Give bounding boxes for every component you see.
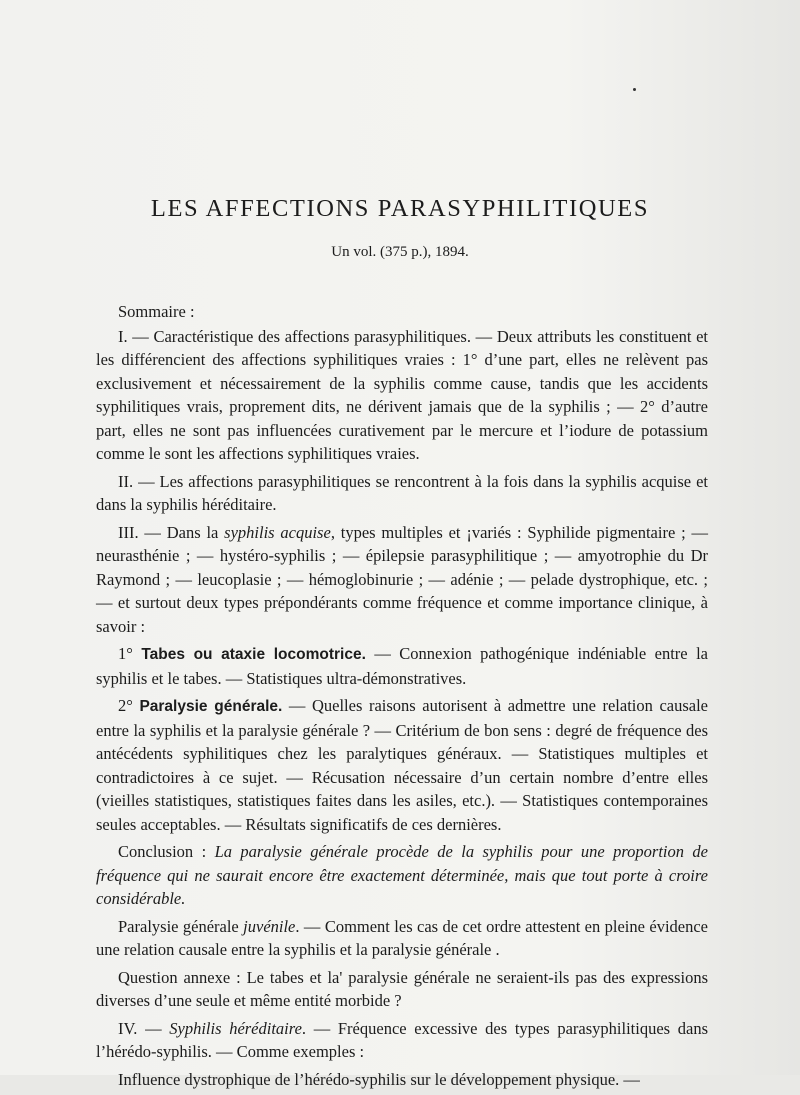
paragraph-question: Question annexe : Le tabes et la' paralysie générale ne seraient-ils pas des expressions diverses d’une seule et même entité morbide ?	[96, 967, 708, 1010]
p3-rest: , types multiples et ¡variés : Syphilide pigmentaire ; — neurasthénie ; — hystéro-syphilis ; — épilepsie parasyphilitique ; — amyotrophie du Dr Raymond ; — leucoplasie ; — hémoglobinurie ; — adénie ; — pelade dystrophique, etc. ; — et surtout deux types prépondérants comme fréquence et comme importance clinique, à savoir :	[96, 522, 708, 636]
paragraph-I: I. — Caractéristique des affections parasyphilitiques. — Deux attributs les constituent et les différencient des affections syphilitiques vraies : 1° d’une part, elles ne relèvent pas exclusivement et nécessairement de la syphilis comme cause, tandis que les accidents syphilitiques vrais, proprement dits, ne dérivent jamais que de la syphilis ; — 2° d’autre part, elles ne sont pas influencées curativement par le mercure et l’iodure de potassium comme le sont les affections syphilitiques vraies.	[96, 326, 708, 463]
p7-rest: . — Comment les cas de cet ordre attestent en pleine évidence une relation causale entre la syphilis et la paralysie générale .	[96, 916, 708, 959]
paragraph-tabes	[96, 642, 708, 690]
page-title: LES AFFECTIONS PARASYPHILITIQUES	[150, 195, 650, 222]
p9-lead: IV. —	[118, 1018, 170, 1038]
p3-lead: III. — Dans la	[118, 522, 225, 542]
paragraph-IV	[96, 1017, 708, 1064]
p4-heading: Tabes ou ataxie locomotrice.	[141, 646, 366, 663]
summary-heading: Sommaire :	[118, 302, 195, 321]
summary-text	[96, 300, 708, 1095]
paragraph-II: II. — Les affections parasyphilitiques se rencontrent à la fois dans la syphilis acquise et dans la syphilis héréditaire.	[96, 471, 708, 514]
ink-speck	[633, 88, 636, 91]
p5-heading: Paralysie générale.	[139, 698, 283, 715]
p4-rest: — Connexion pathogénique indéniable entre la syphilis et le tabes. — Statistiques ultra-démonstratives.	[96, 644, 708, 688]
p9-rest: . — Fréquence excessive des types parasyphilitiques dans l’hérédo-syphilis. — Comme exemples :	[96, 1018, 708, 1061]
p7-lead: Paralysie générale	[118, 916, 244, 936]
p6-italic: La paralysie générale procède de la syphilis pour une proportion de fréquence qui ne saurait encore être exactement déterminée, mais que tout porte à croire considérable.	[96, 842, 708, 908]
paragraph-influence: Influence dystrophique de l’hérédo-syphilis sur le développement physique. —	[118, 1069, 640, 1089]
p7-italic: juvénile	[243, 916, 296, 936]
p9-italic: Syphilis héréditaire	[169, 1018, 302, 1038]
paragraph-conclusion	[96, 840, 708, 911]
volume-info: Un vol. (375 p.), 1894.	[331, 244, 469, 260]
p4-number: 1°	[118, 644, 133, 663]
p3-italic: syphilis acquise	[224, 522, 331, 542]
p5-rest: — Quelles raisons autorisent à admettre une relation causale entre la syphilis et la paralysie générale ? — Critérium de bon sens : degré de fréquence des antécédents syphilitiques chez les paralytiques généraux. — Statistiques multiples et contradictoires à ce sujet. — Récusation nécessaire d’un certain nombre d’entre elles (vieilles statistiques, statistiques faites dans les asiles, etc.). — Statistiques contemporaines seules acceptables. — Résultats significatifs de ces dernières.	[96, 696, 708, 834]
p6-lead: Conclusion :	[118, 842, 215, 861]
paragraph-paralysie	[96, 694, 708, 836]
p5-number: 2°	[118, 696, 133, 715]
paragraph-juvenile	[96, 915, 708, 962]
paragraph-III	[96, 521, 708, 639]
